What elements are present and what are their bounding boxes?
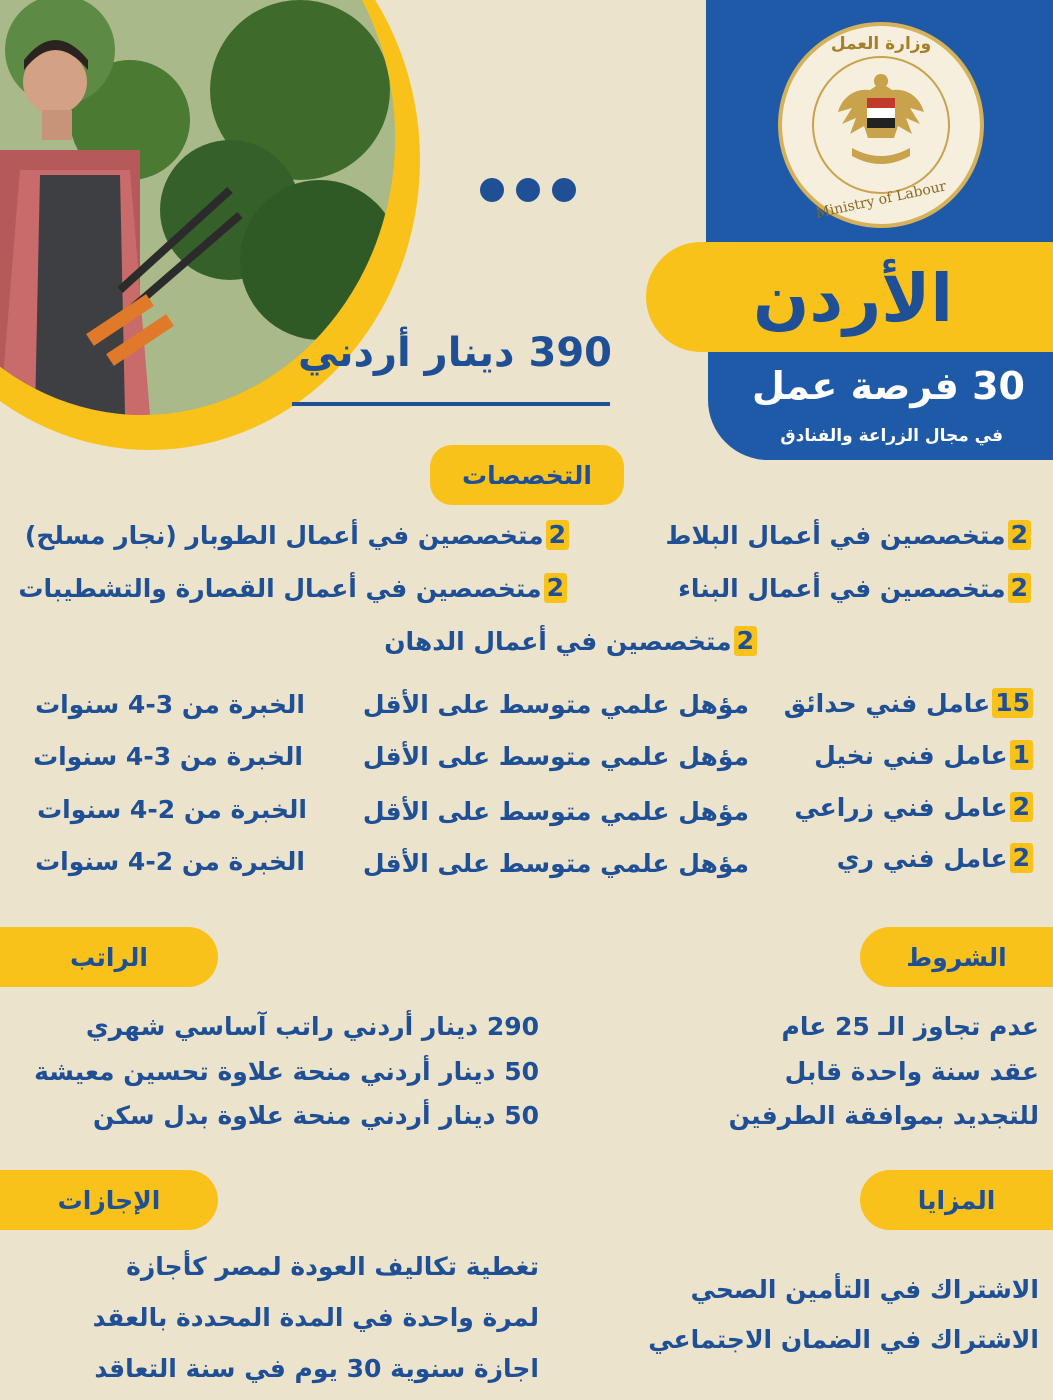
- spec-count: 2: [546, 520, 569, 550]
- spec-count: 2: [1008, 573, 1031, 603]
- worker-count: 1: [1010, 740, 1033, 770]
- worker-qualification: مؤهل علمي متوسط على الأقل: [362, 797, 749, 826]
- spec-text: متخصصين في أعمال الطوبار (نجار مسلح): [24, 520, 544, 550]
- spec-item: [678, 573, 1031, 603]
- worker-qualification: مؤهل علمي متوسط على الأقل: [362, 742, 749, 771]
- salary-item: 50 دينار أردني منحة علاوة بدل سكن: [92, 1101, 539, 1130]
- condition-item: عدم تجاوز الـ 25 عام: [781, 1012, 1039, 1041]
- country-title: الأردن: [753, 260, 953, 337]
- dot: [516, 178, 540, 202]
- dots-decoration: [480, 178, 588, 206]
- salary-item: 50 دينار أردني منحة علاوة تحسين معيشة: [34, 1057, 539, 1086]
- section-conditions: الشروط: [860, 927, 1053, 987]
- spec-item: [384, 626, 757, 656]
- ministry-logo: [778, 22, 984, 228]
- salary-underline: [292, 402, 610, 406]
- worker-title: 2 عامل فني ري: [837, 843, 1033, 873]
- worker-qualification: مؤهل علمي متوسط على الأقل: [362, 849, 749, 878]
- leave-item: لمرة واحدة في المدة المحددة بالعقد: [92, 1303, 539, 1332]
- leave-item: اجازة سنوية 30 يوم في سنة التعاقد: [94, 1354, 539, 1383]
- worker-title: 2 عامل فني زراعي: [794, 792, 1033, 822]
- spec-item: [18, 573, 567, 603]
- salary-headline: 390 دينار أردني: [297, 330, 613, 376]
- worker-qualification: مؤهل علمي متوسط على الأقل: [362, 690, 749, 719]
- spec-count: 2: [734, 626, 757, 656]
- advantage-item: الاشتراك في التأمين الصحي: [690, 1275, 1039, 1304]
- logo-arabic-text: وزارة العمل: [830, 34, 932, 54]
- section-advantages: المزايا: [860, 1170, 1053, 1230]
- spec-text: متخصصين في أعمال البناء: [678, 573, 1006, 603]
- spec-text: متخصصين في أعمال القصارة والتشطيبات: [18, 573, 542, 603]
- advantage-item: الاشتراك في الضمان الاجتماعي: [648, 1325, 1039, 1354]
- worker-count: 2: [1010, 843, 1033, 873]
- worker-experience: الخبرة من 2-4 سنوات: [37, 795, 307, 824]
- jobs-field: في مجال الزراعة والفنادق: [780, 426, 1003, 446]
- condition-item: للتجديد بموافقة الطرفين: [728, 1101, 1039, 1130]
- worker-experience: الخبرة من 2-4 سنوات: [35, 847, 305, 876]
- worker-title: 1 عامل فني نخيل: [814, 740, 1033, 770]
- country-banner: [646, 242, 1053, 352]
- logo-english-text: Ministry of Labour: [814, 178, 948, 222]
- spec-item: [25, 520, 569, 550]
- spec-text: متخصصين في أعمال البلاط: [665, 520, 1006, 550]
- dot: [552, 178, 576, 202]
- spec-count: 2: [544, 573, 567, 603]
- worker-count: 2: [1010, 792, 1033, 822]
- section-leaves: الإجازات: [0, 1170, 218, 1230]
- worker-experience: الخبرة من 3-4 سنوات: [35, 690, 305, 719]
- leave-item: تغطية تكاليف العودة لمصر كأجازة: [126, 1252, 539, 1281]
- jobs-count: 30 فرصة عمل: [752, 364, 1025, 408]
- section-salary: الراتب: [0, 927, 218, 987]
- spec-text: متخصصين في أعمال الدهان: [384, 626, 732, 656]
- dot: [480, 178, 504, 202]
- section-specializations: التخصصات: [430, 445, 624, 505]
- spec-item: [666, 520, 1031, 550]
- salary-item: 290 دينار أردني راتب آساسي شهري: [85, 1012, 539, 1041]
- worker-title: 15 عامل فني حدائق: [784, 688, 1033, 718]
- condition-item: عقد سنة واحدة قابل: [784, 1057, 1039, 1086]
- spec-count: 2: [1008, 520, 1031, 550]
- worker-experience: الخبرة من 3-4 سنوات: [33, 742, 303, 771]
- jobs-panel: [708, 352, 1053, 460]
- eagle-emblem-icon: [834, 68, 928, 172]
- worker-count: 15: [992, 688, 1033, 718]
